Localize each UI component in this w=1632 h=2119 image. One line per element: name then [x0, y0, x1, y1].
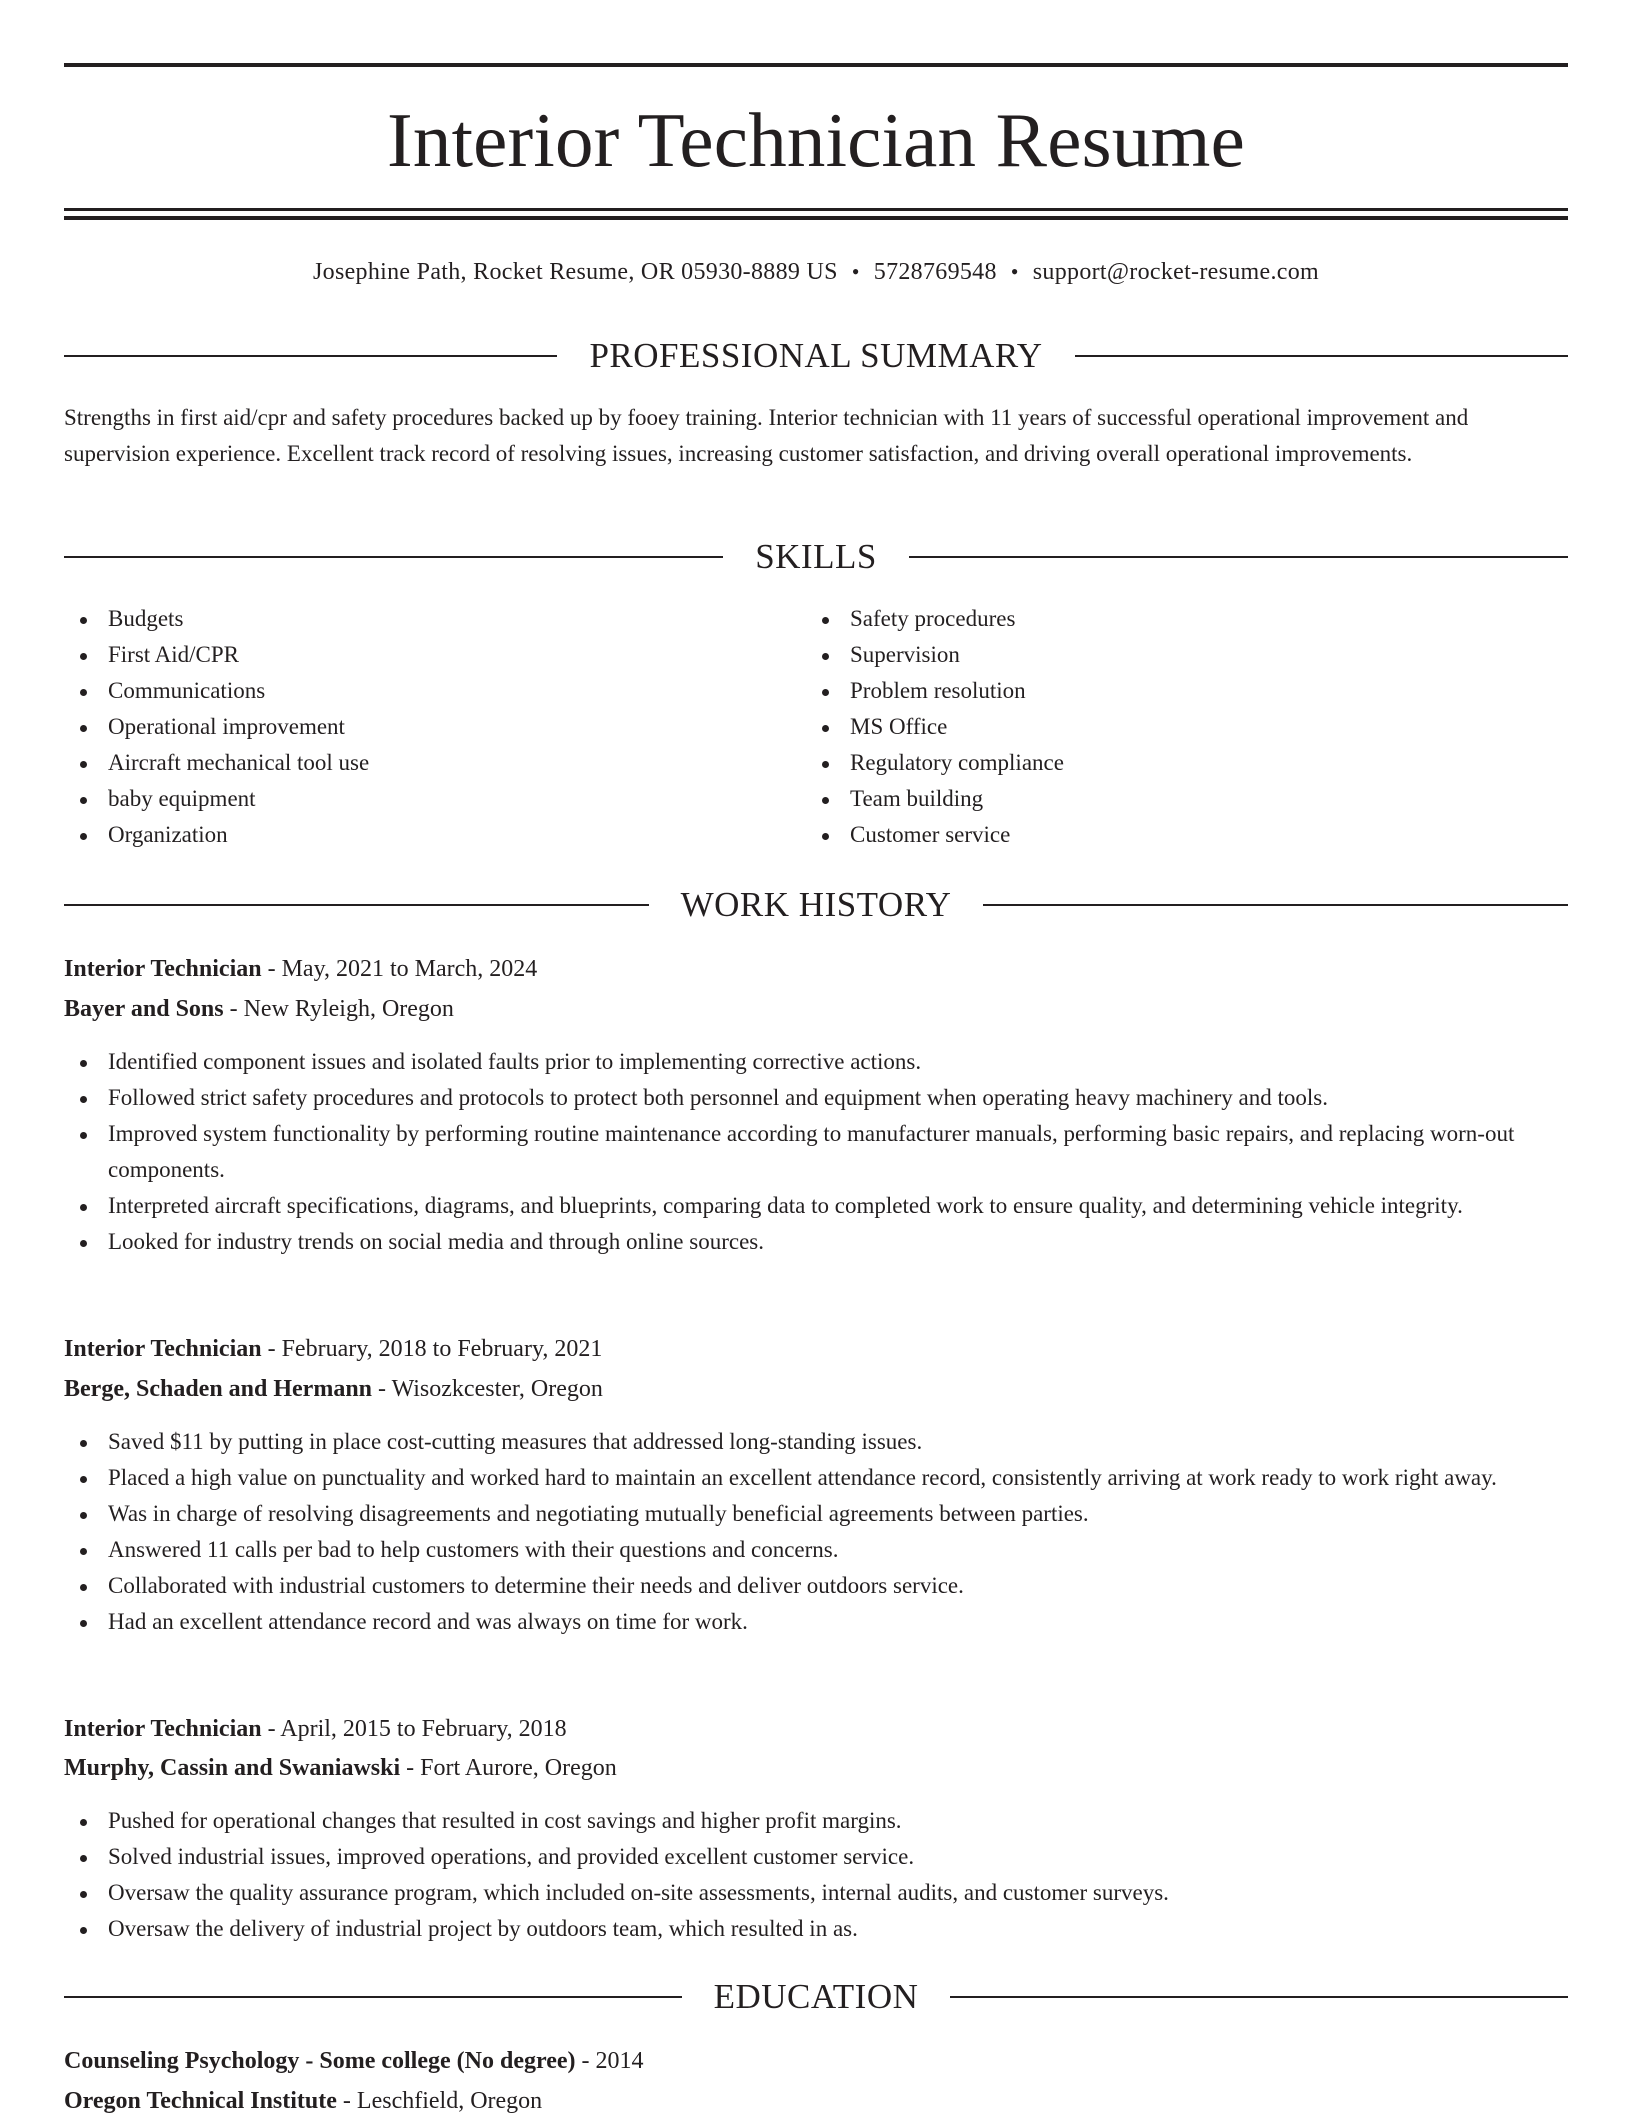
contact-phone: 5728769548 [873, 259, 997, 285]
job-location: - Fort Aurore, Oregon [400, 1755, 617, 1781]
job-bullet: Oversaw the delivery of industrial project by outdoors team, which resulted in as. [64, 1911, 1568, 1947]
title-rule-upper [64, 208, 1568, 211]
skill-item: First Aid/CPR [64, 637, 764, 673]
education-school: Oregon Technical Institute [64, 2088, 337, 2114]
job-title: Interior Technician [64, 956, 262, 982]
skill-item: baby equipment [64, 781, 764, 817]
job-title: Interior Technician [64, 1716, 262, 1742]
job-location: - New Ryleigh, Oregon [223, 996, 454, 1022]
job-company: Berge, Schaden and Hermann [64, 1376, 373, 1402]
section-title-education: EDUCATION [713, 1977, 919, 2016]
section-title-skills: SKILLS [755, 537, 877, 576]
title-rule-lower [64, 216, 1568, 220]
skill-item: Safety procedures [806, 601, 1506, 637]
job-bullets [64, 1044, 1568, 1260]
education-degree: Counseling Psychology - Some college (No degree) [64, 2048, 576, 2074]
job-title-line [64, 1711, 1568, 1747]
divider-line [1075, 355, 1568, 357]
divider-line [909, 556, 1568, 558]
job-bullet: Solved industrial issues, improved operations, and provided excellent customer service. [64, 1839, 1568, 1875]
divider-line [950, 1996, 1568, 1998]
skill-item: MS Office [806, 709, 1506, 745]
top-rule [64, 63, 1568, 67]
job-title-line [64, 951, 1568, 987]
divider-line [983, 904, 1568, 906]
skill-item: Regulatory compliance [806, 745, 1506, 781]
divider-line [64, 1996, 682, 1998]
job-title-line [64, 1331, 1568, 1367]
skill-item: Operational improvement [64, 709, 764, 745]
job-company: Murphy, Cassin and Swaniawski [64, 1755, 401, 1781]
education-school-line [64, 2083, 1568, 2119]
job-bullets [64, 1803, 1568, 1947]
divider-line [64, 355, 557, 357]
skill-item: Communications [64, 673, 764, 709]
job-title: Interior Technician [64, 1336, 262, 1362]
skill-item: Customer service [806, 817, 1506, 853]
skill-item: Organization [64, 817, 764, 853]
skill-item: Aircraft mechanical tool use [64, 745, 764, 781]
section-title-work: WORK HISTORY [680, 885, 952, 924]
job-bullet: Was in charge of resolving disagreements and negotiating mutually beneficial agreements between parties. [64, 1496, 1568, 1532]
job-bullet: Identified component issues and isolated faults prior to implementing corrective actions. [64, 1044, 1568, 1080]
divider-line [64, 556, 723, 558]
job-bullet: Improved system functionality by performing routine maintenance according to manufacturer manuals, performing basic repairs, and replacing worn-out components. [64, 1116, 1568, 1188]
job-company-line [64, 1750, 1568, 1786]
job-bullet: Oversaw the quality assurance program, which included on-site assessments, internal audits, and customer surveys. [64, 1875, 1568, 1911]
job-bullets [64, 1424, 1568, 1640]
job-bullet: Pushed for operational changes that resulted in cost savings and higher profit margins. [64, 1803, 1568, 1839]
job-dates: - May, 2021 to March, 2024 [261, 956, 538, 982]
job-bullet: Interpreted aircraft specifications, diagrams, and blueprints, comparing data to completed work to ensure quality, and determining vehicle integrity. [64, 1188, 1568, 1224]
skills-list-right [806, 601, 1506, 853]
contact-address: Josephine Path, Rocket Resume, OR 05930-8889 US [313, 259, 838, 285]
education-year: - 2014 [575, 2048, 644, 2074]
job-dates: - February, 2018 to February, 2021 [261, 1336, 603, 1362]
skill-item: Team building [806, 781, 1506, 817]
job-bullet: Answered 11 calls per bad to help customers with their questions and concerns. [64, 1532, 1568, 1568]
contact-separator: • [851, 259, 860, 284]
job-location: - Wisozkcester, Oregon [372, 1376, 603, 1402]
job-bullet: Followed strict safety procedures and protocols to protect both personnel and equipment when operating heavy machinery and tools. [64, 1080, 1568, 1116]
job-company-line [64, 991, 1568, 1027]
job-dates: - April, 2015 to February, 2018 [261, 1716, 567, 1742]
contact-email[interactable]: support@rocket-resume.com [1032, 259, 1319, 285]
section-title-summary: PROFESSIONAL SUMMARY [589, 336, 1043, 375]
skill-item: Supervision [806, 637, 1506, 673]
section-header-summary [64, 334, 1568, 378]
job-company-line [64, 1371, 1568, 1407]
section-header-work [64, 883, 1568, 927]
job-bullet: Had an excellent attendance record and was always on time for work. [64, 1604, 1568, 1640]
skill-item: Problem resolution [806, 673, 1506, 709]
divider-line [64, 904, 649, 906]
skills-list-left [64, 601, 764, 853]
resume-title: Interior Technician Resume [387, 97, 1245, 183]
job-bullet: Collaborated with industrial customers to determine their needs and deliver outdoors service. [64, 1568, 1568, 1604]
education-degree-line [64, 2043, 1568, 2079]
education-location: - Leschfield, Oregon [336, 2088, 543, 2114]
job-bullet: Placed a high value on punctuality and worked hard to maintain an excellent attendance record, consistently arriving at work ready to work right away. [64, 1460, 1568, 1496]
skill-item: Budgets [64, 601, 764, 637]
job-bullet: Saved $11 by putting in place cost-cutting measures that addressed long-standing issues. [64, 1424, 1568, 1460]
job-bullet: Looked for industry trends on social media and through online sources. [64, 1224, 1568, 1260]
contact-separator: • [1010, 259, 1019, 284]
summary-text: Strengths in first aid/cpr and safety procedures backed up by fooey training. Interior technician with 11 years of successful operational improvement and supervision experience. Excellent track record of resolving issues, increasing customer satisfaction, and driving overall operational improvements. [64, 405, 1469, 466]
job-company: Bayer and Sons [64, 996, 224, 1022]
section-header-skills [64, 535, 1568, 579]
section-header-education [64, 1975, 1568, 2019]
contact-line [64, 254, 1568, 290]
